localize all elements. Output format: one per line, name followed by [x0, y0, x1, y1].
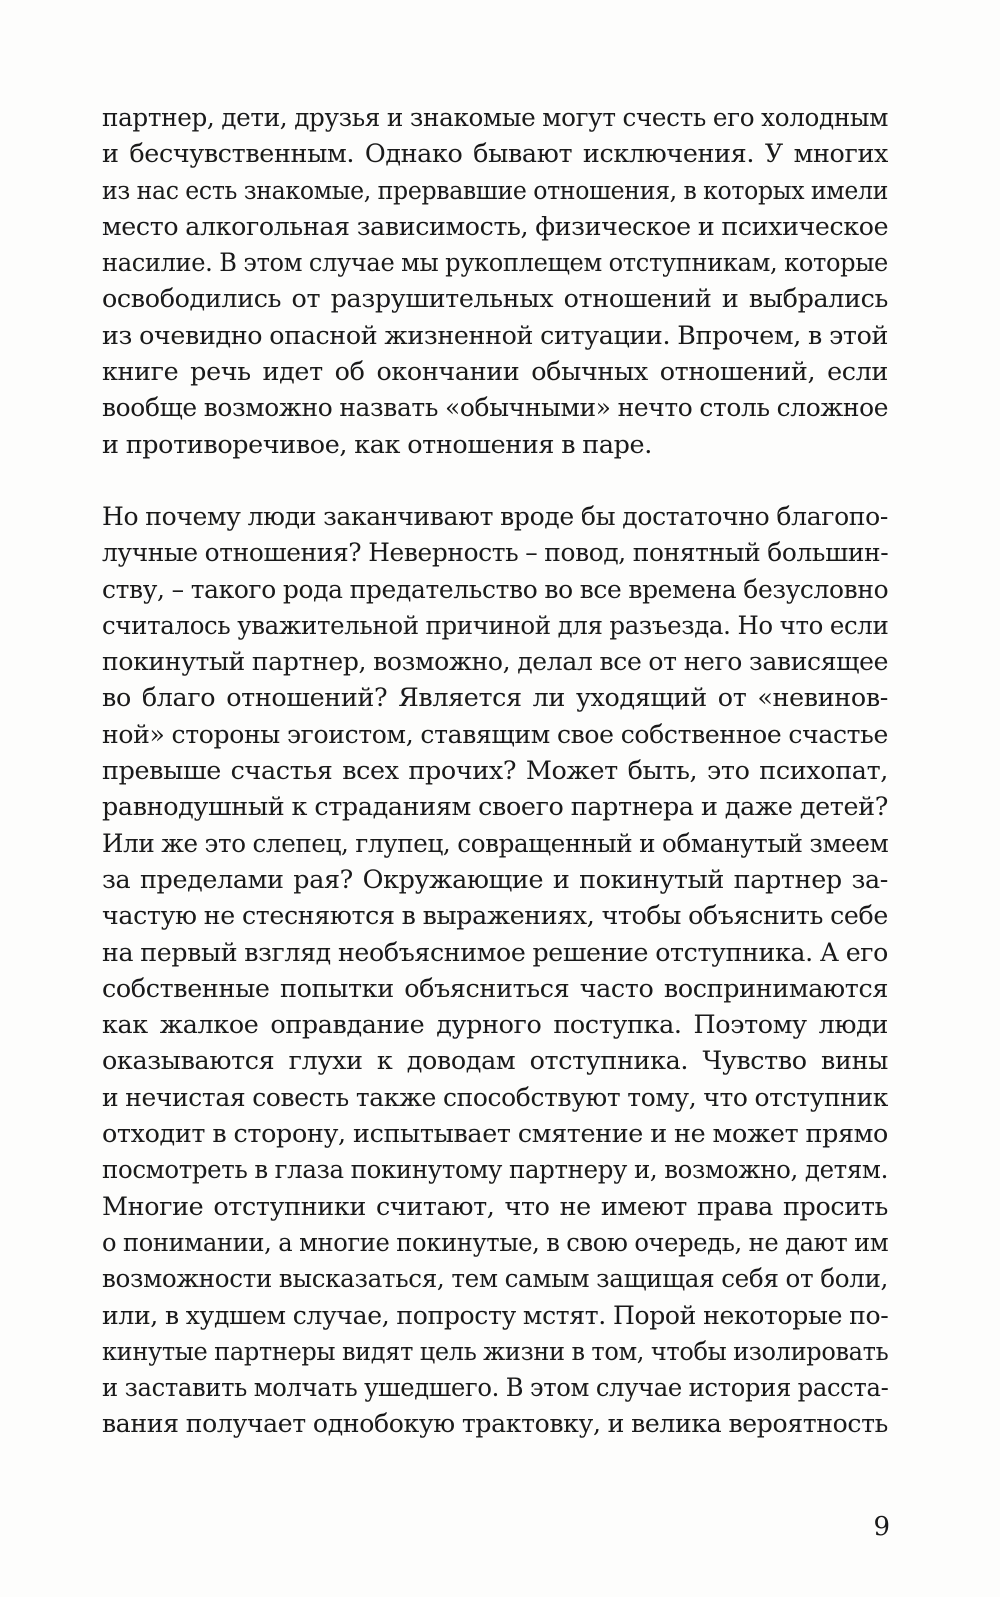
- text-line: ству, – такого рода предательство во все времена безусловно: [102, 573, 889, 604]
- paragraph-1: [102, 99, 888, 462]
- text-line: покинутый партнер, возможно, делал все от него зависящее: [102, 646, 889, 677]
- text-line: на первый взгляд необъяснимое решение отступника. А его: [102, 936, 889, 967]
- text-line: партнер, дети, друзья и знакомые могут счесть его холодным: [102, 102, 889, 132]
- text-line: вания получает однобокую трактовку, и велика вероятность: [102, 1408, 889, 1439]
- text-line: Или же это слепец, глупец, совращенный и обманутый змеем: [102, 827, 889, 858]
- text-line: как жалкое оправдание дурного поступка. Поэтому люди: [102, 1009, 888, 1040]
- text-line: за пределами рая? Окружающие и покинутый партнер за-: [102, 863, 888, 894]
- text-line: во благо отношений? Является ли уходящий от «невинов-: [102, 682, 888, 713]
- text-line: считалось уважительной причиной для разъезда. Но что если: [102, 609, 889, 640]
- text-line: и нечистая совесть также способствуют тому, что отступник: [102, 1081, 889, 1112]
- text-line: собственные попытки объясниться часто воспринимаются: [102, 972, 888, 1003]
- text-line: лучные отношения? Неверность – повод, понятный большин-: [102, 537, 889, 568]
- text-line: книге речь идет об окончании обычных отношений, если: [102, 356, 888, 387]
- paragraph-2: [102, 498, 888, 1442]
- text-line: насилие. В этом случае мы рукоплещем отступникам, которые: [102, 247, 888, 278]
- text-line: и противоречивое, как отношения в паре.: [102, 428, 652, 459]
- text-line: равнодушный к страданиям своего партнера и даже детей?: [102, 791, 888, 822]
- text-line: о понимании, а многие покинутые, в свою очередь, не дают им: [102, 1226, 889, 1257]
- text-line: из нас есть знакомые, прервавшие отношения, в которых имели: [102, 174, 889, 205]
- text-line: кинутые партнеры видят цель жизни в том, чтобы изолировать: [102, 1335, 889, 1366]
- text-line: место алкогольная зависимость, физическое и психическое: [102, 210, 889, 241]
- page-number: 9: [873, 1512, 890, 1542]
- text-line: возможности высказаться, тем самым защищая себя от боли,: [102, 1263, 889, 1294]
- text-line: посмотреть в глаза покинутому партнеру и, возможно, детям.: [102, 1154, 889, 1185]
- text-line: из очевидно опасной жизненной ситуации. Впрочем, в этой: [102, 319, 889, 350]
- text-line: ной» стороны эгоистом, ставящим свое собственное счастье: [102, 718, 888, 749]
- text-line: оказываются глухи к доводам отступника. Чувство вины: [102, 1045, 888, 1076]
- text-line: вообще возможно назвать «обычными» нечто столь сложное: [102, 392, 889, 423]
- text-line: частую не стесняются в выражениях, чтобы объяснить себе: [102, 900, 888, 931]
- text-line: и бесчувственным. Однако бывают исключения. У многих: [102, 138, 888, 169]
- text-line: и заставить молчать ушедшего. В этом случае история расста-: [102, 1372, 889, 1403]
- text-line: Но почему люди заканчивают вроде бы достаточно благопо-: [102, 501, 889, 531]
- text-line: освободились от разрушительных отношений и выбрались: [102, 283, 888, 314]
- text-line: превыше счастья всех прочих? Может быть, это психопат,: [102, 755, 888, 786]
- text-line: или, в худшем случае, попросту мстят. Порой некоторые по-: [102, 1299, 889, 1330]
- text-line: Многие отступники считают, что не имеют права просить: [102, 1190, 888, 1221]
- text-line: отходит в сторону, испытывает смятение и не может прямо: [102, 1118, 888, 1149]
